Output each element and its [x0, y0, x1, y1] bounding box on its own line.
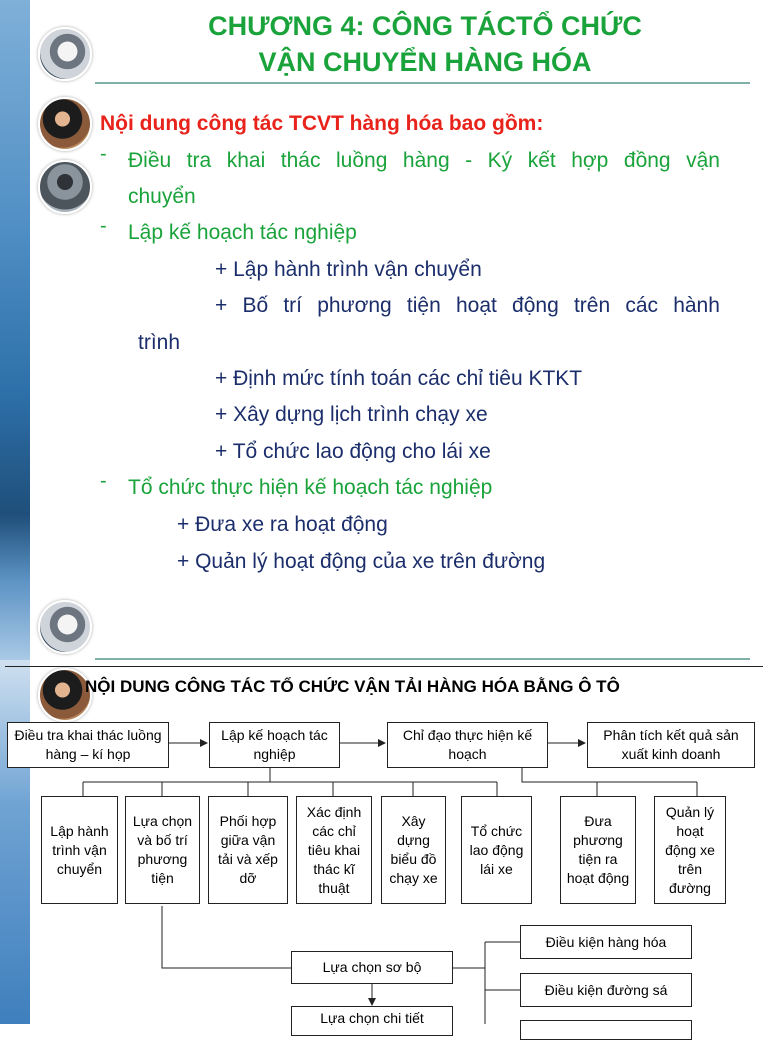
box-road-condition: Điều kiện đường sá: [520, 973, 692, 1007]
item-survey-cont: chuyển: [128, 185, 196, 208]
bullet-dash: -: [100, 470, 107, 492]
word: hoạt: [455, 294, 497, 317]
slide-title-line1: CHƯƠNG 4: CÔNG TÁCTỔ CHỨC: [208, 11, 642, 41]
word: Bố: [242, 294, 269, 317]
word: Ký: [487, 149, 513, 172]
word: thác: [280, 149, 321, 172]
sub-deploy: + Đưa xe ra hoạt động: [177, 513, 388, 536]
box-route: Lập hành trình vận chuyển: [41, 796, 118, 904]
box-select-detail: Lựa chọn chi tiết: [291, 1006, 453, 1036]
slide-title-line2: VẬN CHUYỂN HÀNG HÓA: [258, 47, 592, 77]
word: đồng: [623, 149, 671, 172]
box-plan: Lập kế hoạch tác nghiệp: [209, 722, 340, 768]
box-labor: Tổ chức lao động lái xe: [461, 796, 532, 904]
word: phương: [317, 294, 392, 317]
word: hợp: [571, 149, 609, 172]
box-direct: Chỉ đạo thực hiện kế hoạch: [387, 722, 548, 768]
content-heading: Nội dung công tác TCVT hàng hóa bao gồm:: [100, 112, 544, 135]
word: hàng: [402, 149, 450, 172]
box-cargo-condition: Điều kiện hàng hóa: [520, 925, 692, 959]
word: kết: [527, 149, 556, 172]
box-coordinate: Phối hợp giữa vận tải và xếp dỡ: [208, 796, 288, 904]
word: hành: [673, 294, 720, 317]
sub-vehicle-cont: trình: [138, 331, 181, 354]
box-deploy: Đưa phương tiện ra hoạt động: [560, 796, 636, 904]
item-execute: Tổ chức thực hiện kế hoạch tác nghiệp: [128, 476, 493, 499]
box-survey: Điều tra khai thác luồng hàng – kí họp: [7, 722, 169, 768]
word: vận: [686, 149, 720, 172]
item-plan: Lập kế hoạch tác nghiệp: [128, 221, 357, 244]
word: tiện: [406, 294, 441, 317]
word: Điều: [128, 149, 172, 172]
sub-route: + Lập hành trình vận chuyển: [215, 258, 482, 281]
box-analyze: Phân tích kết quả sản xuất kinh doanh: [587, 722, 755, 768]
word: động: [512, 294, 559, 317]
box-condition-partial: [520, 1020, 692, 1040]
word: tra: [186, 149, 212, 172]
word: khai: [226, 149, 266, 172]
link-line: [522, 767, 697, 782]
box-select-vehicle: Lựa chọn và bố trí phương tiện: [125, 796, 200, 904]
box-select-prelim: Lựa chọn sơ bộ: [291, 951, 453, 984]
word: -: [465, 149, 473, 172]
word: trên: [573, 294, 611, 317]
diagram-title: NỘI DUNG CÔNG TÁC TỔ CHỨC VẬN TẢI HÀNG HÓA BẰNG Ô TÔ: [85, 677, 620, 696]
sub-schedule: + Xây dựng lịch trình chạy xe: [215, 403, 488, 426]
bullet-dash: -: [100, 215, 107, 237]
link-line: [162, 906, 291, 968]
box-manage: Quản lý hoạt động xe trên đường: [654, 796, 726, 904]
word: luồng: [336, 149, 388, 172]
sub-manage: + Quản lý hoạt động của xe trên đường: [177, 550, 546, 573]
word: trí: [283, 294, 302, 317]
link-line: [270, 767, 497, 782]
box-indicators: Xác định các chỉ tiêu khai thác kĩ thuật: [296, 796, 372, 904]
word: +: [215, 294, 228, 317]
word: các: [625, 294, 658, 317]
sub-norms: + Định mức tính toán các chỉ tiêu KTKT: [215, 367, 583, 390]
bullet-dash: -: [100, 143, 107, 165]
box-timetable: Xây dựng biểu đồ chạy xe: [381, 796, 446, 904]
sub-labor: + Tổ chức lao động cho lái xe: [215, 440, 491, 463]
